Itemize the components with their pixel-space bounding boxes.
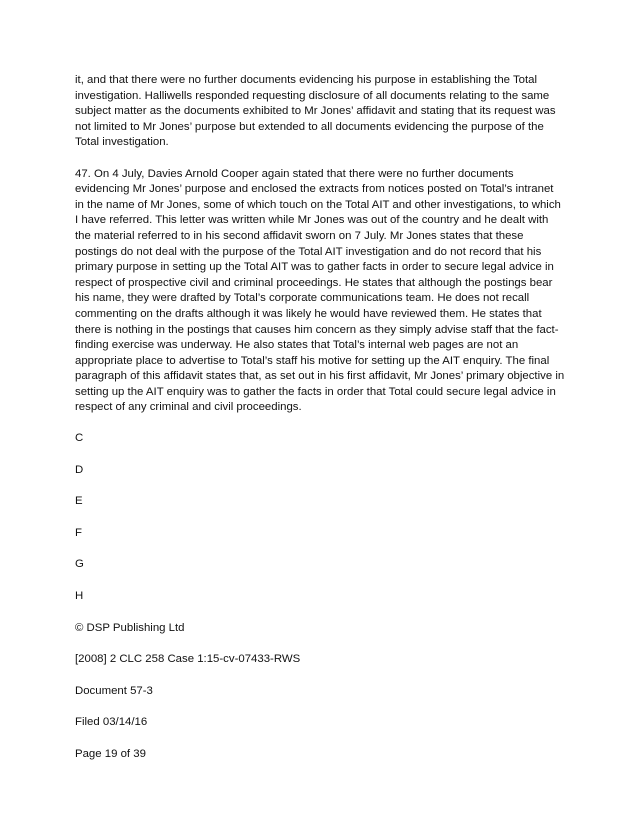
margin-letter-f: F (75, 526, 82, 539)
margin-letter-h: H (75, 590, 84, 603)
copyright-notice: © DSP Publishing Ltd (75, 621, 185, 634)
margin-letter-c: C (75, 432, 84, 445)
paragraph-continuation: it, and that there were no further documents evidencing his purpose in establishing the Total investigation. Halliwells responded requesting disclosure of all documents relating to the same subject matter as the documents exhibited to Mr Jones’ affidavit and stating that its request was not limited to Mr Jones’ purpose but extended to all documents evidencing the purpose of the Total investigation. (75, 74, 556, 149)
margin-letter-d: D (75, 463, 84, 476)
filed-date: Filed 03/14/16 (75, 716, 148, 729)
margin-letter-e: E (75, 495, 83, 508)
margin-letters (75, 431, 565, 763)
case-citation: [2008] 2 CLC 258 Case 1:15-cv-07433-RWS (75, 653, 301, 666)
margin-letter-g: G (75, 558, 84, 571)
paragraph-47: 47. On 4 July, Davies Arnold Cooper again stated that there were no further documents evidencing Mr Jones’ purpose and enclosed the extracts from notices posted on Total’s intranet in the name of Mr Jones, some of which touch on the Total AIT and other investigations, to which I have referred. This letter was written while Mr Jones was out of the country and he dealt with the material referred to in his second affidavit sworn on 7 July. Mr Jones states that these postings do not deal with the purpose of the Total AIT investigation and do not record that his primary purpose in setting up the Total AIT was to gather facts in order to secure legal advice in respect of prospective civil and criminal proceedings. He states that although the postings bear his name, they were drafted by Total’s corporate communications team. He does not recall commenting on the drafts although it was likely he would have reviewed them. He states that there is nothing in the postings that causes him concern as they simply advise staff that the fact-finding exercise was underway. He also states that Total’s internal web pages are not an appropriate place to advertise to Total’s staff his motive for setting up the AIT enquiry. The final paragraph of this affidavit states that, as set out in his first affidavit, Mr Jones’ primary objective in setting up the AIT enquiry was to gather the facts in order that Total could secure legal advice in respect of any criminal and civil proceedings. (75, 167, 565, 414)
document-page (75, 73, 565, 779)
page-number: Page 19 of 39 (75, 748, 146, 760)
document-number: Document 57-3 (75, 684, 153, 697)
